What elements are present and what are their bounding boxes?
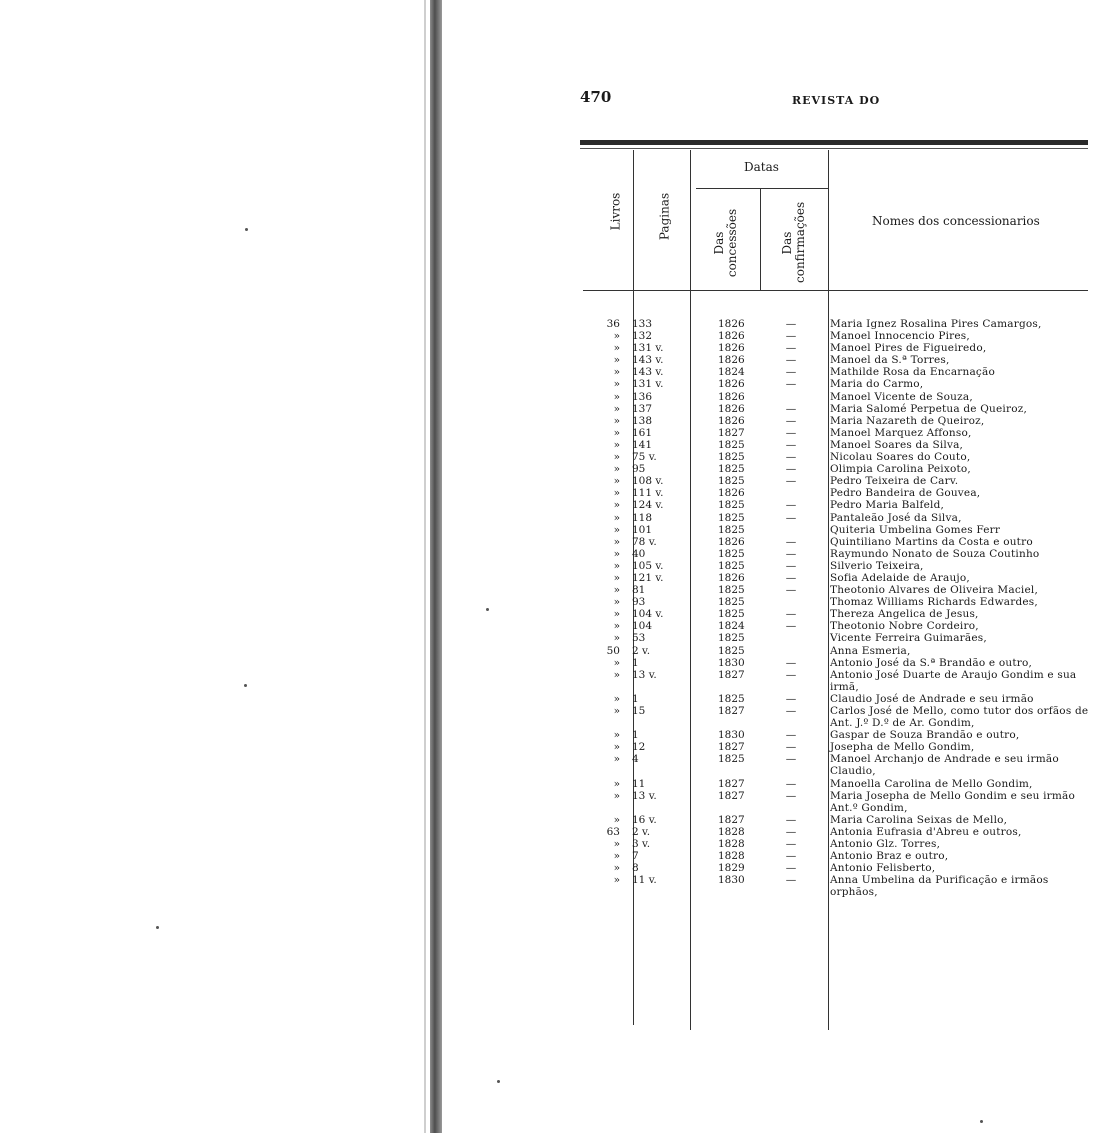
cell-concessao: 1825: [718, 511, 745, 524]
cell-nome: Quintiliano Martins da Costa e outro: [830, 535, 1033, 548]
cell-pagina: 7: [632, 850, 639, 863]
cell-pagina: 131 v.: [632, 378, 664, 391]
cell-pagina: 78 v.: [632, 535, 657, 548]
cell-confirmacao: —: [785, 620, 797, 633]
page-gutter-shadow: [424, 0, 426, 1133]
cell-confirmacao: —: [785, 402, 797, 415]
cell-livro: »: [613, 632, 620, 645]
cell-livro: »: [613, 463, 620, 476]
table-row: [580, 862, 1090, 874]
cell-livro: »: [613, 426, 620, 439]
cell-livro: »: [613, 608, 620, 621]
cell-pagina: 1: [632, 656, 639, 669]
cell-nome: Manoel Innocencio Pires,: [830, 330, 970, 343]
cell-nome: Silverio Teixeira,: [830, 559, 924, 572]
cell-concessao: 1824: [718, 620, 745, 633]
cell-nome: Antonio Glz. Torres,: [830, 838, 941, 851]
table-row: [580, 499, 1090, 511]
cell-confirmacao: —: [785, 753, 797, 766]
cell-pagina: 95: [632, 463, 646, 476]
paper-speck: [980, 1120, 983, 1123]
cell-confirmacao: [756, 524, 826, 536]
cell-livro: »: [613, 813, 620, 826]
cell-nome: Theotonio Alvares de Oliveira Maciel,: [830, 584, 1038, 597]
cell-nome: Manoella Carolina de Mello Gondim,: [830, 777, 1033, 790]
cell-nome: Thomaz Williams Richards Edwardes,: [830, 596, 1038, 609]
table-row: [580, 874, 1090, 898]
cell-nome: Antonia Eufrasia d'Abreu e outros,: [830, 825, 1022, 838]
table-row: [580, 524, 1090, 536]
cell-concessao: 1826: [718, 402, 745, 415]
cell-concessao: 1827: [718, 777, 745, 790]
cell-nome: Maria Salomé Perpetua de Queiroz,: [830, 402, 1027, 415]
cell-livro: »: [613, 850, 620, 863]
cell-nome: Pedro Bandeira de Gouvea,: [830, 487, 981, 500]
cell-confirmacao: —: [785, 318, 797, 330]
cell-nome: Maria Carolina Seixas de Mello,: [830, 813, 1008, 826]
cell-nome: Manoel Marquez Affonso,: [830, 426, 972, 439]
cell-concessao: 1825: [718, 644, 745, 657]
cell-concessao: 1827: [718, 705, 745, 717]
cell-confirmacao: [756, 487, 826, 499]
cell-concessao: 1825: [718, 753, 745, 766]
cell-confirmacao: [756, 596, 826, 608]
cell-pagina: 40: [632, 547, 646, 560]
header-datas: Datas: [744, 160, 779, 174]
table-row: [580, 391, 1090, 403]
cell-nome: Manoel Vicente de Souza,: [830, 390, 973, 403]
cell-nome: Carlos José de Mello, como tutor dos orfãos de Ant. J.º D.º de Ar. Gondim,: [830, 705, 1089, 730]
table-row: [580, 729, 1090, 741]
cell-concessao: 1826: [718, 318, 745, 330]
cell-livro: »: [613, 402, 620, 415]
table-row: [580, 632, 1090, 644]
cell-nome: Nicolau Soares do Couto,: [830, 451, 971, 464]
cell-pagina: 2 v.: [632, 825, 651, 838]
cell-concessao: 1825: [718, 451, 745, 464]
table-row: [580, 608, 1090, 620]
table-row: [580, 850, 1090, 862]
cell-livro: »: [613, 390, 620, 403]
cell-concessao: 1825: [718, 596, 745, 609]
header-nomes: Nomes dos concessionarios: [872, 214, 1040, 228]
cell-pagina: 4: [632, 753, 639, 766]
cell-livro: »: [613, 342, 620, 355]
table-row: [580, 669, 1090, 693]
cell-nome: Olimpia Carolina Peixoto,: [830, 463, 971, 476]
header-livros: Livros: [608, 192, 623, 231]
cell-confirmacao: —: [785, 571, 797, 584]
cell-pagina: 1: [632, 692, 639, 705]
datas-underline: [696, 188, 828, 189]
cell-pagina: 131 v.: [632, 342, 664, 355]
table-row: [580, 378, 1090, 390]
cell-livro: »: [613, 511, 620, 524]
cell-pagina: 104: [632, 620, 653, 633]
cell-livro: »: [613, 753, 620, 766]
table-row: [580, 487, 1090, 499]
cell-livro: »: [613, 838, 620, 851]
cell-concessao: 1828: [718, 825, 745, 838]
cell-livro: »: [613, 438, 620, 451]
paper-speck: [244, 684, 247, 687]
cell-concessao: 1830: [718, 874, 745, 887]
cell-confirmacao: —: [785, 789, 797, 802]
cell-livro: »: [613, 862, 620, 875]
cell-concessao: 1826: [718, 414, 745, 427]
cell-concessao: 1825: [718, 438, 745, 451]
cell-confirmacao: —: [785, 862, 797, 875]
cell-confirmacao: —: [785, 838, 797, 851]
table-row: [580, 548, 1090, 560]
table-row: [580, 415, 1090, 427]
cell-nome: Quiteria Umbelina Gomes Ferr: [830, 523, 1001, 536]
cell-livro: »: [613, 692, 620, 705]
cell-confirmacao: —: [785, 463, 797, 476]
table-row: [580, 439, 1090, 451]
cell-pagina: 101: [632, 523, 653, 536]
cell-pagina: 108 v.: [632, 475, 664, 488]
cell-pagina: 161: [632, 426, 653, 439]
cell-concessao: 1826: [718, 354, 745, 367]
cell-concessao: 1827: [718, 741, 745, 754]
table-row: [580, 753, 1090, 777]
cell-pagina: 133: [632, 318, 653, 330]
table-row: [580, 645, 1090, 657]
table-row: [580, 560, 1090, 572]
table-row: [580, 536, 1090, 548]
table-row: [580, 463, 1090, 475]
cell-nome: Antonio Braz e outro,: [830, 850, 949, 863]
cell-nome: Manoel da S.ª Torres,: [830, 354, 950, 367]
table-row: [580, 657, 1090, 669]
cell-livro: »: [613, 571, 620, 584]
table-row: [580, 790, 1090, 814]
cell-concessao: 1825: [718, 499, 745, 512]
cell-concessao: 1824: [718, 366, 745, 379]
cell-confirmacao: —: [785, 366, 797, 379]
cell-pagina: 75 v.: [632, 451, 657, 464]
cell-pagina: 118: [632, 511, 653, 524]
table-row: [580, 330, 1090, 342]
cell-concessao: 1825: [718, 632, 745, 645]
paper-speck: [486, 608, 489, 611]
header-paginas: Paginas: [657, 192, 672, 241]
paper-speck: [497, 1080, 500, 1083]
cell-pagina: 1: [632, 729, 639, 742]
cell-pagina: 16 v.: [632, 813, 657, 826]
cell-nome: Anna Umbelina da Purificação e irmãos orphãos,: [830, 874, 1049, 899]
cell-confirmacao: —: [785, 656, 797, 669]
cell-livro: »: [613, 547, 620, 560]
cell-concessao: 1827: [718, 426, 745, 439]
cell-confirmacao: —: [785, 777, 797, 790]
cell-concessao: 1829: [718, 862, 745, 875]
table-row: [580, 814, 1090, 826]
cell-pagina: 124 v.: [632, 499, 664, 512]
cell-nome: Pedro Maria Balfeld,: [830, 499, 945, 512]
paper-speck: [245, 228, 248, 231]
cell-concessao: 1830: [718, 656, 745, 669]
table-row: [580, 318, 1090, 330]
cell-concessao: 1826: [718, 390, 745, 403]
cell-pagina: 105 v.: [632, 559, 664, 572]
cell-livro: »: [613, 523, 620, 536]
cell-livro: »: [613, 354, 620, 367]
cell-confirmacao: —: [785, 378, 797, 391]
cell-concessao: 1825: [718, 692, 745, 705]
table-row: [580, 572, 1090, 584]
cell-confirmacao: —: [785, 547, 797, 560]
cell-pagina: 137: [632, 402, 653, 415]
cell-confirmacao: —: [785, 475, 797, 488]
cell-pagina: 15: [632, 705, 646, 717]
cell-concessao: 1825: [718, 584, 745, 597]
cell-pagina: 104 v.: [632, 608, 664, 621]
table-row: [580, 741, 1090, 753]
header-rule: [580, 140, 1088, 145]
cell-livro: »: [613, 668, 620, 681]
cell-confirmacao: —: [785, 874, 797, 887]
cell-livro: »: [613, 777, 620, 790]
cell-confirmacao: —: [785, 729, 797, 742]
cell-pagina: 11 v.: [632, 874, 657, 887]
cell-livro: 36: [606, 318, 620, 330]
cell-confirmacao: —: [785, 451, 797, 464]
cell-livro: »: [613, 366, 620, 379]
cell-confirmacao: —: [785, 426, 797, 439]
cell-confirmacao: —: [785, 668, 797, 681]
cell-pagina: 143 v.: [632, 366, 664, 379]
cell-nome: Maria Nazareth de Queiroz,: [830, 414, 985, 427]
table-row: [580, 403, 1090, 415]
table-row: [580, 451, 1090, 463]
cell-livro: 63: [606, 825, 620, 838]
table-row: [580, 584, 1090, 596]
cell-nome: Pantaleão José da Silva,: [830, 511, 962, 524]
cell-nome: Raymundo Nonato de Souza Coutinho: [830, 547, 1040, 560]
running-title: REVISTA DO: [792, 94, 881, 107]
cell-pagina: 93: [632, 596, 646, 609]
table-row: [580, 693, 1090, 705]
cell-concessao: 1830: [718, 729, 745, 742]
cell-nome: Thereza Angelica de Jesus,: [830, 608, 979, 621]
cell-livro: »: [613, 475, 620, 488]
cell-nome: Vicente Ferreira Guimarães,: [830, 632, 987, 645]
cell-livro: »: [613, 559, 620, 572]
cell-confirmacao: —: [785, 584, 797, 597]
cell-confirmacao: —: [785, 535, 797, 548]
cell-confirmacao: [756, 632, 826, 644]
cell-nome: Sofia Adelaide de Araujo,: [830, 571, 970, 584]
cell-nome: Gaspar de Souza Brandão e outro,: [830, 729, 1020, 742]
cell-concessao: 1826: [718, 330, 745, 343]
cell-confirmacao: —: [785, 511, 797, 524]
cell-confirmacao: —: [785, 342, 797, 355]
cell-confirmacao: —: [785, 825, 797, 838]
cell-confirmacao: [756, 645, 826, 657]
cell-livro: »: [613, 874, 620, 887]
table-row: [580, 512, 1090, 524]
cell-livro: »: [613, 656, 620, 669]
cell-nome: Theotonio Nobre Cordeiro,: [830, 620, 979, 633]
table-row: [580, 826, 1090, 838]
cell-livro: »: [613, 789, 620, 802]
cell-nome: Claudio José de Andrade e seu irmão: [830, 692, 1034, 705]
cell-confirmacao: —: [785, 559, 797, 572]
cell-pagina: 11: [632, 777, 646, 790]
cell-pagina: 138: [632, 414, 653, 427]
table-row: [580, 838, 1090, 850]
cell-confirmacao: —: [785, 813, 797, 826]
table-row: [580, 366, 1090, 378]
book-spine-gutter: [430, 0, 442, 1133]
cell-nome: Maria do Carmo,: [830, 378, 924, 391]
cell-confirmacao: —: [785, 499, 797, 512]
cell-livro: »: [613, 487, 620, 500]
cell-confirmacao: —: [785, 330, 797, 343]
cell-confirmacao: —: [785, 414, 797, 427]
header-rule-thin: [580, 148, 1088, 149]
cell-nome: Antonio Felisberto,: [830, 862, 936, 875]
cell-confirmacao: —: [785, 354, 797, 367]
cell-pagina: 81: [632, 584, 646, 597]
cell-nome: Manoel Soares da Silva,: [830, 438, 964, 451]
cell-confirmacao: —: [785, 692, 797, 705]
cell-pagina: 136: [632, 390, 653, 403]
cell-livro: »: [613, 596, 620, 609]
cell-nome: Manoel Archanjo de Andrade e seu irmão Claudio,: [830, 753, 1059, 778]
cell-pagina: 13 v.: [632, 668, 657, 681]
header-bottom-rule: [583, 290, 1088, 291]
cell-livro: »: [613, 378, 620, 391]
cell-livro: »: [613, 535, 620, 548]
cell-livro: »: [613, 414, 620, 427]
table-row: [580, 778, 1090, 790]
table-row: [580, 596, 1090, 608]
cell-concessao: 1825: [718, 559, 745, 572]
cell-concessao: 1827: [718, 813, 745, 826]
cell-concessao: 1825: [718, 523, 745, 536]
concessions-table-body: [580, 318, 1090, 899]
cell-nome: Josepha de Mello Gondim,: [830, 741, 975, 754]
column-divider: [760, 188, 761, 290]
cell-confirmacao: [756, 391, 826, 403]
cell-concessao: 1826: [718, 535, 745, 548]
cell-confirmacao: —: [785, 741, 797, 754]
cell-pagina: 3 v.: [632, 838, 651, 851]
cell-concessao: 1825: [718, 547, 745, 560]
cell-confirmacao: —: [785, 850, 797, 863]
cell-pagina: 143 v.: [632, 354, 664, 367]
cell-nome: Antonio José Duarte de Araujo Gondim e sua irmã,: [830, 668, 1077, 693]
cell-livro: »: [613, 741, 620, 754]
cell-livro: »: [613, 584, 620, 597]
cell-concessao: 1827: [718, 668, 745, 681]
cell-pagina: 111 v.: [632, 487, 664, 500]
paper-speck: [156, 926, 159, 929]
cell-nome: Maria Josepha de Mello Gondim e seu irmão Ant.º Gondim,: [830, 789, 1076, 814]
cell-concessao: 1828: [718, 850, 745, 863]
cell-livro: »: [613, 499, 620, 512]
page-number: 470: [580, 88, 612, 106]
table-row: [580, 354, 1090, 366]
cell-livro: »: [613, 729, 620, 742]
cell-livro: »: [613, 330, 620, 343]
cell-pagina: 132: [632, 330, 653, 343]
cell-nome: Manoel Pires de Figueiredo,: [830, 342, 987, 355]
cell-pagina: 121 v.: [632, 571, 664, 584]
cell-concessao: 1828: [718, 838, 745, 851]
cell-livro: »: [613, 620, 620, 633]
cell-livro: 50: [606, 644, 620, 657]
cell-concessao: 1827: [718, 789, 745, 802]
header-das-concessoes: Das concessões: [712, 208, 739, 278]
cell-concessao: 1826: [718, 571, 745, 584]
cell-pagina: 2 v.: [632, 644, 651, 657]
cell-concessao: 1825: [718, 608, 745, 621]
cell-confirmacao: —: [785, 438, 797, 451]
cell-nome: Mathilde Rosa da Encarnação: [830, 366, 995, 379]
table-row: [580, 475, 1090, 487]
cell-concessao: 1826: [718, 487, 745, 500]
table-row: [580, 342, 1090, 354]
cell-pagina: 8: [632, 862, 639, 875]
cell-nome: Anna Esmeria,: [830, 644, 911, 657]
cell-livro: »: [613, 705, 620, 717]
cell-pagina: 53: [632, 632, 646, 645]
cell-nome: Pedro Teixeira de Carv.: [830, 475, 959, 488]
cell-nome: Antonio José da S.ª Brandão e outro,: [830, 656, 1033, 669]
cell-confirmacao: —: [785, 705, 797, 717]
table-row: [580, 427, 1090, 439]
cell-concessao: 1826: [718, 342, 745, 355]
cell-concessao: 1825: [718, 463, 745, 476]
cell-concessao: 1826: [718, 378, 745, 391]
cell-pagina: 12: [632, 741, 646, 754]
table-row: [580, 705, 1090, 729]
cell-pagina: 13 v.: [632, 789, 657, 802]
cell-concessao: 1825: [718, 475, 745, 488]
header-das-confirmacoes: Das confirmações: [780, 201, 807, 283]
cell-pagina: 141: [632, 438, 653, 451]
cell-confirmacao: —: [785, 608, 797, 621]
cell-nome: Maria Ignez Rosalina Pires Camargos,: [830, 318, 1042, 330]
cell-livro: »: [613, 451, 620, 464]
table-row: [580, 620, 1090, 632]
